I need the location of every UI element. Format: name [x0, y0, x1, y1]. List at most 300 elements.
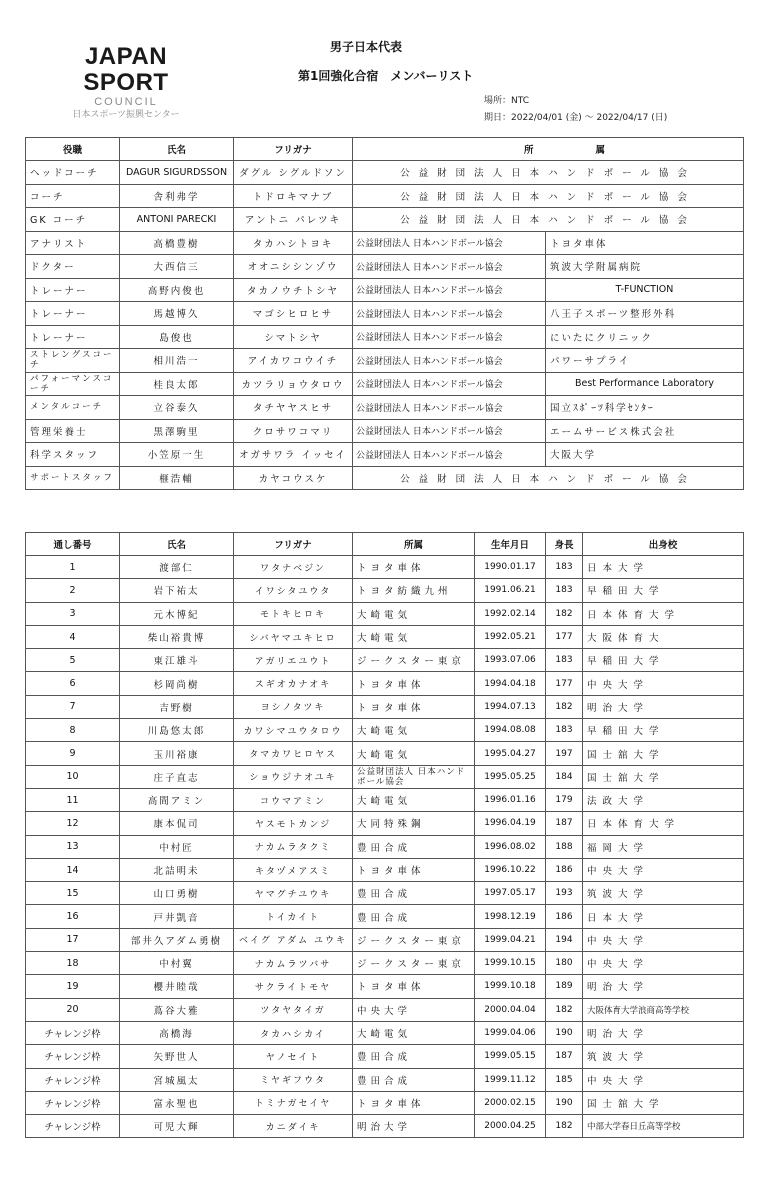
player-school: 明治大学 — [583, 695, 744, 718]
player-number: チャレンジ枠 — [26, 1115, 120, 1138]
document-subtitle: 第1回強化合宿 メンバーリスト — [298, 69, 474, 83]
player-number: 4 — [26, 625, 120, 648]
player-school: 筑波大学 — [583, 1045, 744, 1068]
japan-sport-council-logo — [40, 44, 212, 121]
staff-kana: シマトシヤ — [234, 325, 353, 349]
player-number: 5 — [26, 649, 120, 672]
staff-kana: ダグル シグルドソン — [234, 161, 353, 185]
player-number: 13 — [26, 835, 120, 858]
player-dob: 1991.06.21 — [475, 579, 546, 602]
staff-role: ドクター — [26, 255, 120, 279]
staff-row — [26, 255, 744, 279]
player-height: 183 — [546, 719, 583, 742]
player-dob: 1999.05.15 — [475, 1045, 546, 1068]
player-number: 6 — [26, 672, 120, 695]
player-name: 高間アミン — [120, 788, 234, 811]
player-kana: ベイグ アダム ユウキ — [234, 928, 353, 951]
player-school: 日本体育大学 — [583, 602, 744, 625]
staff-org: 公益財団法人日本ハンドボール協会 — [353, 466, 744, 490]
player-team: 中央大学 — [353, 998, 475, 1021]
player-number: 17 — [26, 928, 120, 951]
player-row — [26, 905, 744, 928]
player-team: ジークスター東京 — [353, 649, 475, 672]
player-row — [26, 719, 744, 742]
staff-org: 公益財団法人 日本ハンドボール協会 — [353, 372, 546, 396]
player-team: 豊田合成 — [353, 835, 475, 858]
player-school: 大阪体育大 — [583, 625, 744, 648]
staff-row — [26, 443, 744, 467]
player-number: 12 — [26, 812, 120, 835]
player-height: 186 — [546, 905, 583, 928]
staff-row — [26, 372, 744, 396]
staff-name: 桂良太郎 — [120, 372, 234, 396]
staff-kana: トドロキマナブ — [234, 184, 353, 208]
staff-role: ヘッドコーチ — [26, 161, 120, 185]
player-kana: モトキヒロキ — [234, 602, 353, 625]
player-dob: 2000.04.25 — [475, 1115, 546, 1138]
player-team: 大崎電気 — [353, 625, 475, 648]
staff-kana: タカハシトヨキ — [234, 231, 353, 255]
staff-role: アナリスト — [26, 231, 120, 255]
staff-org: 公益財団法人 日本ハンドボール協会 — [353, 255, 546, 279]
player-school: 国士舘大学 — [583, 742, 744, 765]
staff-affiliation: エームサービス株式会社 — [546, 419, 744, 443]
player-row — [26, 1115, 744, 1138]
player-row — [26, 882, 744, 905]
player-team: トヨタ車体 — [353, 695, 475, 718]
staff-org: 公益財団法人日本ハンドボール協会 — [353, 161, 744, 185]
logo-japanese-text: 日本スポーツ振興センター — [72, 110, 180, 120]
document-title: 男子日本代表 — [330, 40, 403, 54]
player-dob: 1995.05.25 — [475, 765, 546, 788]
player-name: 矢野世人 — [120, 1045, 234, 1068]
staff-kana: カヤコウスケ — [234, 466, 353, 490]
staff-name: 馬越博久 — [120, 302, 234, 326]
staff-kana: カツラリョウタロウ — [234, 372, 353, 396]
player-school: 筑波大学 — [583, 882, 744, 905]
player-row — [26, 812, 744, 835]
player-name: 柴山裕貴博 — [120, 625, 234, 648]
player-kana: タカハシカイ — [234, 1021, 353, 1044]
player-kana: カワシマユウタロウ — [234, 719, 353, 742]
player-team: 明治大学 — [353, 1115, 475, 1138]
player-number: 14 — [26, 858, 120, 881]
staff-kana: クロサワコマリ — [234, 419, 353, 443]
player-school: 日本大学 — [583, 556, 744, 579]
staff-org: 公益財団法人 日本ハンドボール協会 — [353, 349, 546, 373]
staff-name: DAGUR SIGURDSSON — [120, 161, 234, 185]
player-school: 法政大学 — [583, 788, 744, 811]
player-kana: トイカイト — [234, 905, 353, 928]
player-number: 7 — [26, 695, 120, 718]
player-school: 中央大学 — [583, 1068, 744, 1091]
staff-org: 公益財団法人 日本ハンドボール協会 — [353, 443, 546, 467]
player-name: 櫻井睦哉 — [120, 975, 234, 998]
player-kana: ワタナベジン — [234, 556, 353, 579]
player-school: 早稲田大学 — [583, 719, 744, 742]
player-height: 182 — [546, 1115, 583, 1138]
staff-header-row — [26, 138, 744, 161]
header-school: 出身校 — [583, 533, 744, 556]
logo-sub-text: COUNCIL — [94, 96, 158, 108]
player-kana: ナカムラタクミ — [234, 835, 353, 858]
player-height: 183 — [546, 649, 583, 672]
staff-name: 島俊也 — [120, 325, 234, 349]
player-row — [26, 556, 744, 579]
header-kana: フリガナ — [234, 138, 353, 161]
player-height: 186 — [546, 858, 583, 881]
player-dob: 1993.07.06 — [475, 649, 546, 672]
staff-org: 公益財団法人 日本ハンドボール協会 — [353, 302, 546, 326]
player-kana: ショウジナオユキ — [234, 765, 353, 788]
player-height: 182 — [546, 998, 583, 1021]
player-team: 大崎電気 — [353, 719, 475, 742]
player-name: 川島悠太郎 — [120, 719, 234, 742]
player-school: 明治大学 — [583, 975, 744, 998]
staff-row — [26, 466, 744, 490]
player-school: 早稲田大学 — [583, 649, 744, 672]
player-kana: トミナガセイヤ — [234, 1091, 353, 1114]
player-name: 岩下祐太 — [120, 579, 234, 602]
player-team: ジークスター東京 — [353, 952, 475, 975]
player-school: 日本大学 — [583, 905, 744, 928]
player-kana: ヤノセイト — [234, 1045, 353, 1068]
player-row — [26, 998, 744, 1021]
player-height: 185 — [546, 1068, 583, 1091]
staff-role: メンタルコーチ — [26, 396, 120, 420]
player-name: 中村翼 — [120, 952, 234, 975]
player-row — [26, 858, 744, 881]
player-number: 16 — [26, 905, 120, 928]
player-kana: ヤマグチユウキ — [234, 882, 353, 905]
player-name: 富永聖也 — [120, 1091, 234, 1114]
player-number: 3 — [26, 602, 120, 625]
player-school: 中央大学 — [583, 928, 744, 951]
player-row — [26, 1021, 744, 1044]
player-school: 早稲田大学 — [583, 579, 744, 602]
staff-kana: タカノウチトシヤ — [234, 278, 353, 302]
player-row — [26, 672, 744, 695]
staff-affiliation: 八王子スポーツ整形外科 — [546, 302, 744, 326]
player-number: チャレンジ枠 — [26, 1091, 120, 1114]
staff-name: 榧浩輔 — [120, 466, 234, 490]
staff-role: GK コーチ — [26, 208, 120, 232]
player-team: 大崎電気 — [353, 1021, 475, 1044]
staff-name: 高野内俊也 — [120, 278, 234, 302]
player-height: 194 — [546, 928, 583, 951]
staff-kana: マゴシヒロヒサ — [234, 302, 353, 326]
staff-kana: アントニ パレツキ — [234, 208, 353, 232]
player-school: 明治大学 — [583, 1021, 744, 1044]
player-number: 10 — [26, 765, 120, 788]
player-kana: サクライトモヤ — [234, 975, 353, 998]
staff-org: 公益財団法人 日本ハンドボール協会 — [353, 419, 546, 443]
player-name: 北詰明未 — [120, 858, 234, 881]
player-school: 大阪体育大学浪商高等学校 — [583, 998, 744, 1021]
player-row — [26, 1045, 744, 1068]
staff-kana: オオニシシンゾウ — [234, 255, 353, 279]
staff-affiliation: Best Performance Laboratory — [546, 372, 744, 396]
staff-role: パフォーマンスコーチ — [26, 372, 120, 396]
player-dob: 1998.12.19 — [475, 905, 546, 928]
player-kana: ヨシノタツキ — [234, 695, 353, 718]
player-table — [25, 532, 744, 1138]
player-name: 山口勇樹 — [120, 882, 234, 905]
player-kana: ヤスモトカンジ — [234, 812, 353, 835]
player-kana: カニダイキ — [234, 1115, 353, 1138]
player-height: 182 — [546, 602, 583, 625]
player-kana: ツタヤタイガ — [234, 998, 353, 1021]
player-team: トヨタ紡織九州 — [353, 579, 475, 602]
player-number: 19 — [26, 975, 120, 998]
player-name: 杉岡尚樹 — [120, 672, 234, 695]
header-number: 通し番号 — [26, 533, 120, 556]
player-team: トヨタ車体 — [353, 975, 475, 998]
staff-kana: アイカワコウイチ — [234, 349, 353, 373]
player-number: チャレンジ枠 — [26, 1045, 120, 1068]
player-school: 国士舘大学 — [583, 765, 744, 788]
player-dob: 2000.04.04 — [475, 998, 546, 1021]
staff-name: ANTONI PARECKI — [120, 208, 234, 232]
player-school: 中央大学 — [583, 952, 744, 975]
player-number: 2 — [26, 579, 120, 602]
staff-affiliation: T-FUNCTION — [546, 278, 744, 302]
player-dob: 1990.01.17 — [475, 556, 546, 579]
player-kana: ミヤギフウタ — [234, 1068, 353, 1091]
staff-row — [26, 325, 744, 349]
player-row — [26, 695, 744, 718]
player-dob: 1999.04.21 — [475, 928, 546, 951]
player-name: 中村匠 — [120, 835, 234, 858]
player-row — [26, 1068, 744, 1091]
staff-kana: タチヤヤスヒサ — [234, 396, 353, 420]
player-kana: コウマアミン — [234, 788, 353, 811]
player-kana: アガリエユウト — [234, 649, 353, 672]
staff-row — [26, 419, 744, 443]
player-row — [26, 625, 744, 648]
player-school: 中央大学 — [583, 858, 744, 881]
player-school: 福岡大学 — [583, 835, 744, 858]
player-height: 188 — [546, 835, 583, 858]
player-height: 183 — [546, 556, 583, 579]
staff-row — [26, 349, 744, 373]
player-team: 公益財団法人 日本ハンドボール協会 — [353, 765, 475, 788]
player-kana: タマカワヒロヤス — [234, 742, 353, 765]
player-name: 玉川裕康 — [120, 742, 234, 765]
player-dob: 1994.08.08 — [475, 719, 546, 742]
player-team: 大崎電気 — [353, 602, 475, 625]
player-team: トヨタ車体 — [353, 1091, 475, 1114]
player-dob: 1996.04.19 — [475, 812, 546, 835]
player-team: 豊田合成 — [353, 1045, 475, 1068]
player-row — [26, 765, 744, 788]
player-name: 高橋海 — [120, 1021, 234, 1044]
header-team: 所属 — [353, 533, 475, 556]
player-row — [26, 649, 744, 672]
header-org-1: 所 — [353, 138, 546, 161]
player-height: 179 — [546, 788, 583, 811]
staff-affiliation: にいたにクリニック — [546, 325, 744, 349]
player-height: 177 — [546, 625, 583, 648]
staff-row — [26, 184, 744, 208]
player-team: トヨタ車体 — [353, 858, 475, 881]
player-row — [26, 835, 744, 858]
player-dob: 1996.08.02 — [475, 835, 546, 858]
player-row — [26, 579, 744, 602]
staff-role: サポートスタッフ — [26, 466, 120, 490]
player-height: 177 — [546, 672, 583, 695]
player-dob: 1999.04.06 — [475, 1021, 546, 1044]
staff-role: コーチ — [26, 184, 120, 208]
staff-org: 公益財団法人日本ハンドボール協会 — [353, 208, 744, 232]
player-row — [26, 952, 744, 975]
staff-row — [26, 302, 744, 326]
player-height: 180 — [546, 952, 583, 975]
staff-affiliation: 筑波大学附属病院 — [546, 255, 744, 279]
staff-role: 科学スタッフ — [26, 443, 120, 467]
period-text: 期日：2022/04/01 (金) ～ 2022/04/17 (日) — [484, 113, 668, 123]
player-height: 183 — [546, 579, 583, 602]
player-row — [26, 602, 744, 625]
staff-affiliation: 大阪大学 — [546, 443, 744, 467]
player-row — [26, 975, 744, 998]
player-height: 184 — [546, 765, 583, 788]
player-dob: 1994.04.18 — [475, 672, 546, 695]
staff-org: 公益財団法人 日本ハンドボール協会 — [353, 325, 546, 349]
player-height: 182 — [546, 695, 583, 718]
player-row — [26, 788, 744, 811]
player-number: 15 — [26, 882, 120, 905]
staff-role: トレーナー — [26, 302, 120, 326]
player-name: 元木博紀 — [120, 602, 234, 625]
staff-role: 管理栄養士 — [26, 419, 120, 443]
player-dob: 1999.11.12 — [475, 1068, 546, 1091]
player-name: 庄子直志 — [120, 765, 234, 788]
player-header-row — [26, 533, 744, 556]
player-dob: 1996.01.16 — [475, 788, 546, 811]
player-number: 8 — [26, 719, 120, 742]
player-kana: ナカムラツバサ — [234, 952, 353, 975]
player-height: 197 — [546, 742, 583, 765]
header-name: 氏名 — [120, 138, 234, 161]
player-team: トヨタ車体 — [353, 556, 475, 579]
player-kana: キタヅメアスミ — [234, 858, 353, 881]
player-number: チャレンジ枠 — [26, 1068, 120, 1091]
staff-name: 小笠原一生 — [120, 443, 234, 467]
player-team: トヨタ車体 — [353, 672, 475, 695]
player-number: 9 — [26, 742, 120, 765]
staff-name: 黒澤駒里 — [120, 419, 234, 443]
player-height: 189 — [546, 975, 583, 998]
player-kana: イワシタユウタ — [234, 579, 353, 602]
staff-affiliation: 国立ｽﾎﾟｰﾂ科学ｾﾝﾀｰ — [546, 396, 744, 420]
player-team: 豊田合成 — [353, 882, 475, 905]
header-kana: フリガナ — [234, 533, 353, 556]
logo-main-text: JAPAN SPORT — [83, 43, 169, 96]
header-name: 氏名 — [120, 533, 234, 556]
player-number: 18 — [26, 952, 120, 975]
staff-role: ストレングスコーチ — [26, 349, 120, 373]
player-dob: 1994.07.13 — [475, 695, 546, 718]
player-height: 190 — [546, 1091, 583, 1114]
staff-name: 舎利弗学 — [120, 184, 234, 208]
header-height: 身長 — [546, 533, 583, 556]
header-dob: 生年月日 — [475, 533, 546, 556]
header-org-2: 属 — [546, 138, 744, 161]
player-name: 吉野樹 — [120, 695, 234, 718]
player-dob: 1996.10.22 — [475, 858, 546, 881]
staff-affiliation: パワーサプライ — [546, 349, 744, 373]
player-team: 豊田合成 — [353, 905, 475, 928]
staff-row — [26, 278, 744, 302]
staff-row — [26, 208, 744, 232]
player-team: 大同特殊鋼 — [353, 812, 475, 835]
staff-row — [26, 231, 744, 255]
player-name: 渡部仁 — [120, 556, 234, 579]
header-role: 役職 — [26, 138, 120, 161]
player-row — [26, 1091, 744, 1114]
staff-affiliation: トヨタ車体 — [546, 231, 744, 255]
player-height: 187 — [546, 812, 583, 835]
player-school: 中央大学 — [583, 672, 744, 695]
player-dob: 1997.05.17 — [475, 882, 546, 905]
player-school: 日本体育大学 — [583, 812, 744, 835]
player-name: 東江雄斗 — [120, 649, 234, 672]
staff-org: 公益財団法人 日本ハンドボール協会 — [353, 231, 546, 255]
player-name: 蔦谷大雅 — [120, 998, 234, 1021]
player-dob: 1999.10.15 — [475, 952, 546, 975]
player-team: 大崎電気 — [353, 742, 475, 765]
staff-row — [26, 396, 744, 420]
player-name: 戸井凱音 — [120, 905, 234, 928]
player-name: 康本侃司 — [120, 812, 234, 835]
staff-kana: オガサワラ イッセイ — [234, 443, 353, 467]
player-dob: 2000.02.15 — [475, 1091, 546, 1114]
player-school: 国士舘大学 — [583, 1091, 744, 1114]
staff-table — [25, 137, 744, 490]
staff-role: トレーナー — [26, 325, 120, 349]
player-name: 可児大輝 — [120, 1115, 234, 1138]
staff-name: 相川浩一 — [120, 349, 234, 373]
staff-name: 大西信三 — [120, 255, 234, 279]
player-name: 部井久アダム勇樹 — [120, 928, 234, 951]
staff-org: 公益財団法人 日本ハンドボール協会 — [353, 278, 546, 302]
staff-role: トレーナー — [26, 278, 120, 302]
player-height: 193 — [546, 882, 583, 905]
staff-row — [26, 161, 744, 185]
player-row — [26, 742, 744, 765]
player-kana: シバヤマユキヒロ — [234, 625, 353, 648]
venue-text: 場所：NTC — [484, 96, 529, 106]
player-dob: 1992.05.21 — [475, 625, 546, 648]
player-row — [26, 928, 744, 951]
player-kana: スギオカナオキ — [234, 672, 353, 695]
player-name: 宮城風太 — [120, 1068, 234, 1091]
player-height: 190 — [546, 1021, 583, 1044]
staff-name: 高橋豊樹 — [120, 231, 234, 255]
staff-org: 公益財団法人日本ハンドボール協会 — [353, 184, 744, 208]
player-dob: 1992.02.14 — [475, 602, 546, 625]
player-height: 187 — [546, 1045, 583, 1068]
player-team: ジークスター東京 — [353, 928, 475, 951]
player-number: 1 — [26, 556, 120, 579]
player-dob: 1995.04.27 — [475, 742, 546, 765]
staff-org: 公益財団法人 日本ハンドボール協会 — [353, 396, 546, 420]
player-school: 中部大学春日丘高等学校 — [583, 1115, 744, 1138]
player-team: 豊田合成 — [353, 1068, 475, 1091]
player-number: 11 — [26, 788, 120, 811]
player-dob: 1999.10.18 — [475, 975, 546, 998]
